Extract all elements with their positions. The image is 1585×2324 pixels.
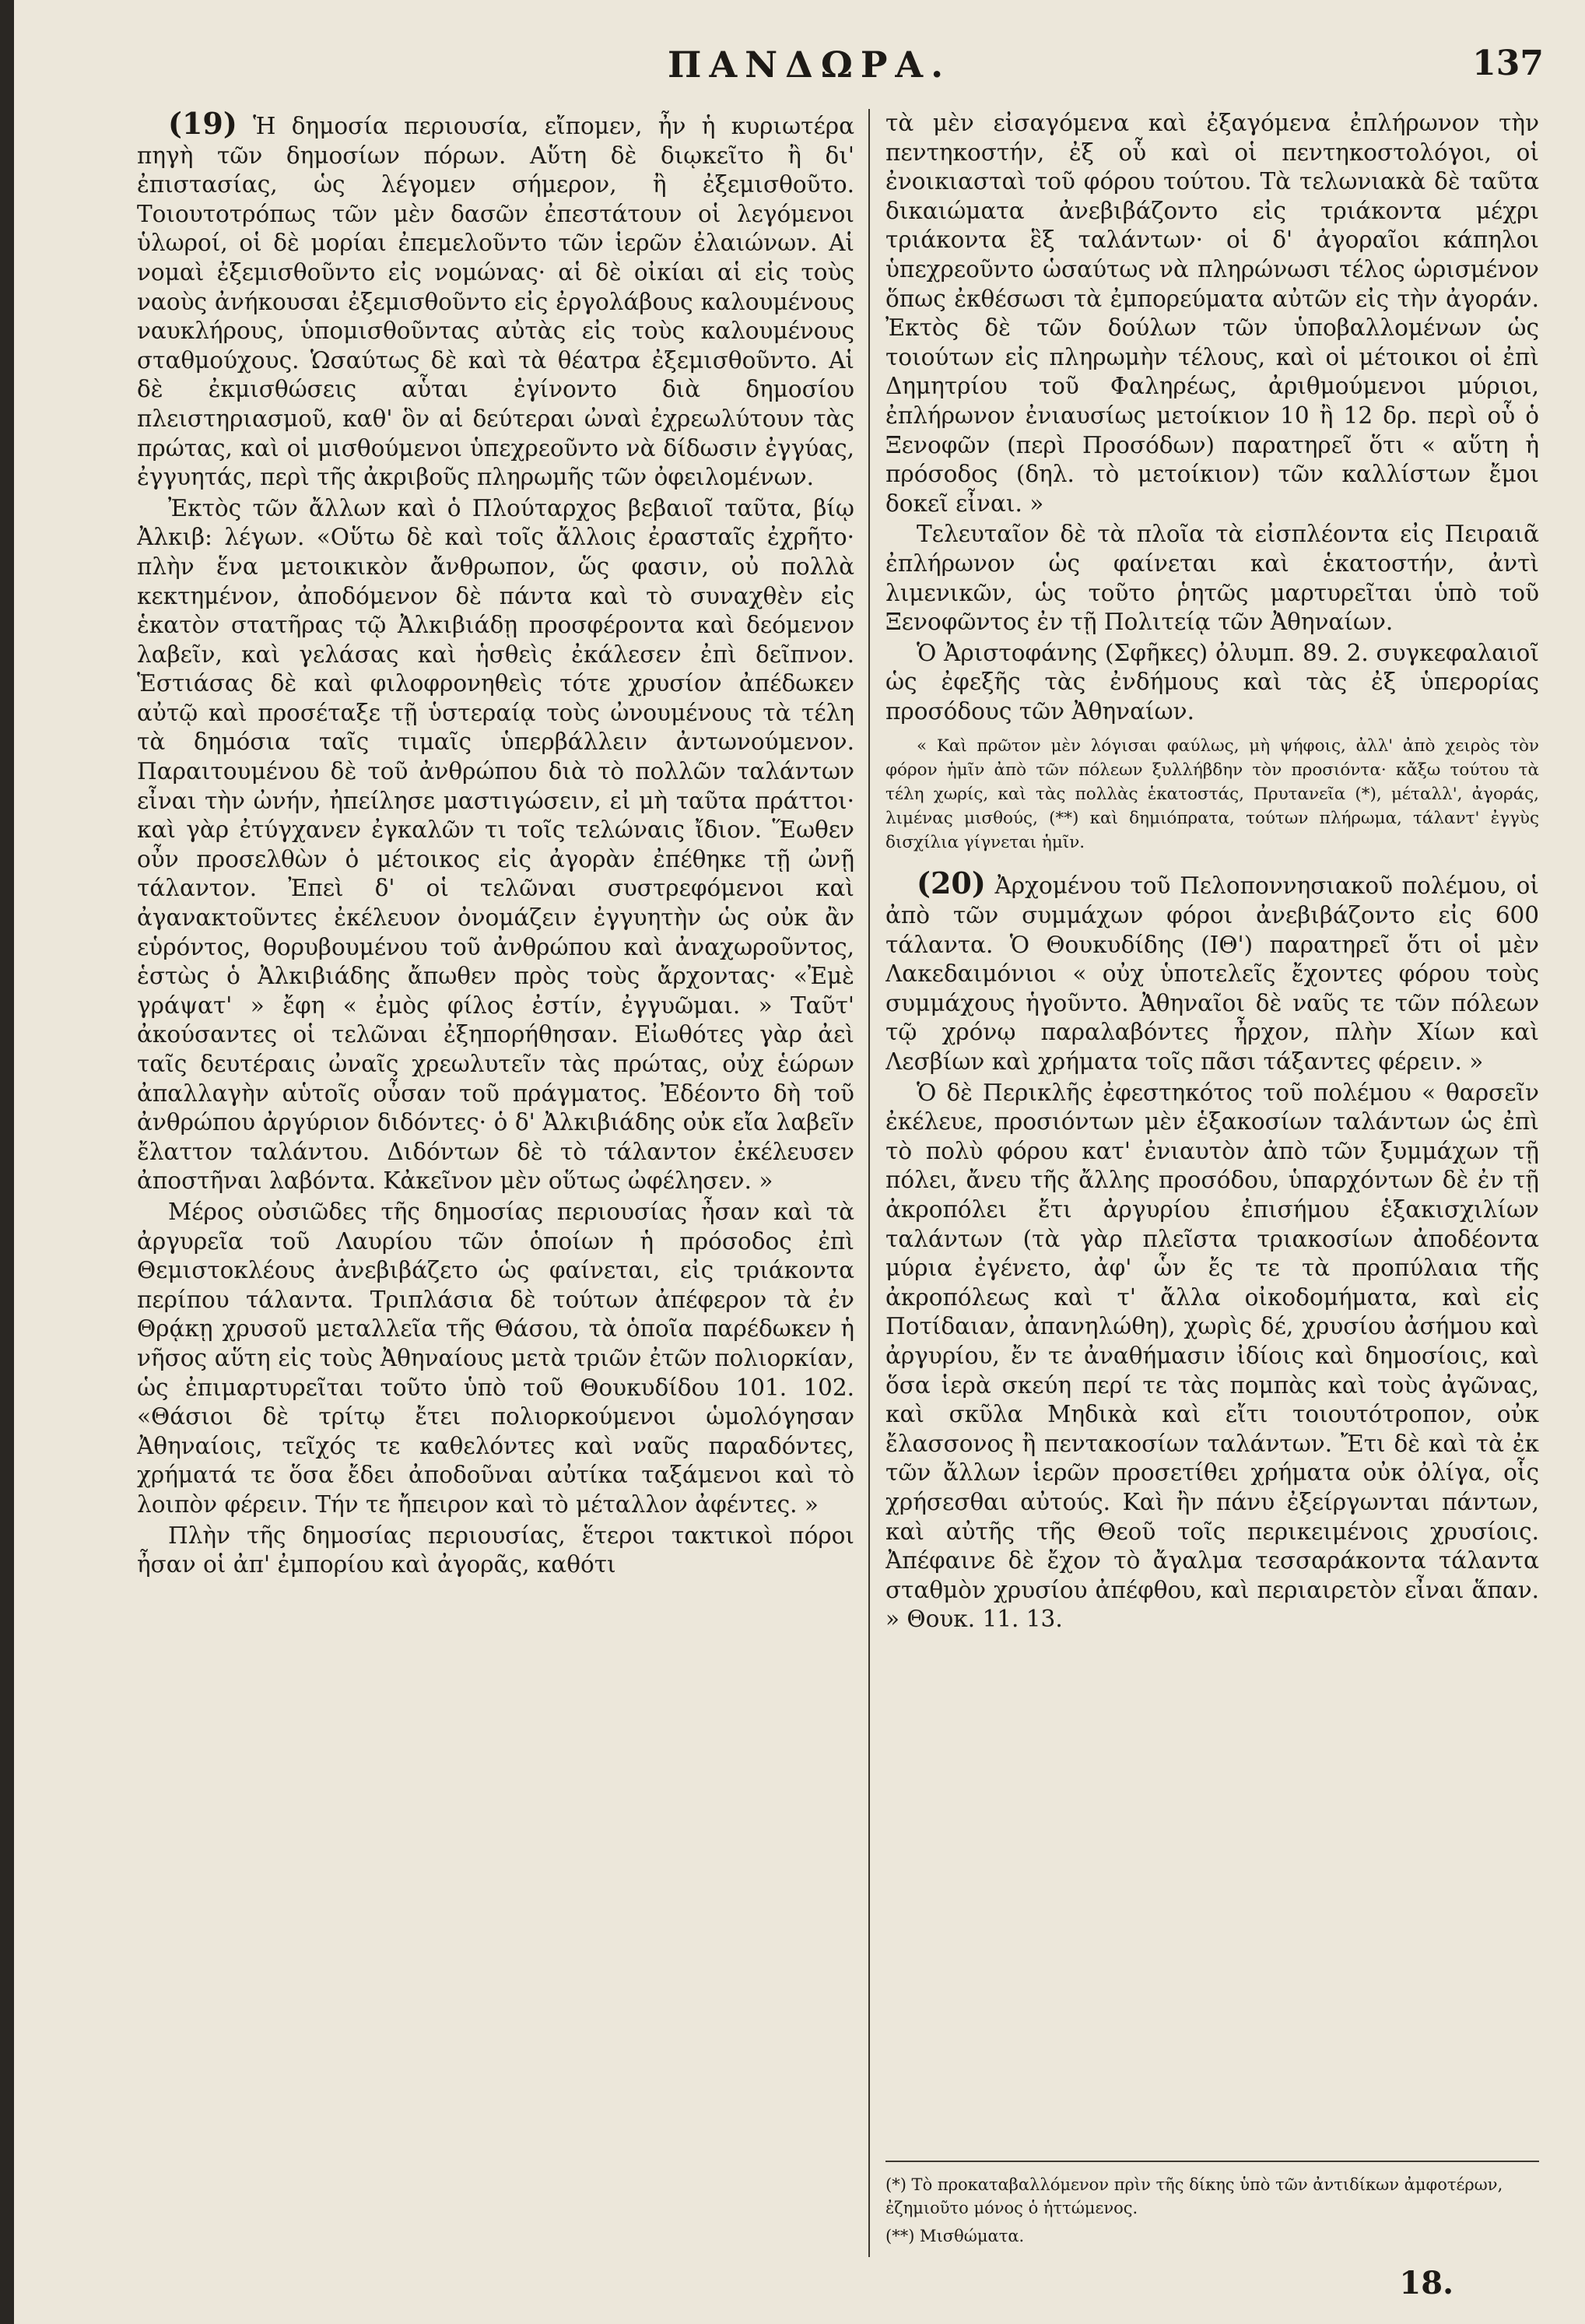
left-text-column	[137, 109, 854, 2234]
page-number: 137	[1472, 44, 1544, 83]
body-paragraph: Ὁ δὲ Περικλῆς ἐφεστηκότος τοῦ πολέμου « θαρσεῖν ἐκέλευε, προσιόντων μὲν ἑξακοσίων ταλάντων ὡς ἐπὶ τὸ πολὺ φόρου κατ' ἐνιαυτὸν ἀπὸ τῶν ξυμμάχων τῇ πόλει, ἄνευ τῆς ἄλλης προσόδου, ὑπαρχόντων δὲ ἐν τῇ ἀκροπόλει ἔτι ἀργυρίου ἐπισήμου ἑξακισχιλίων ταλάντων (τὰ γὰρ πλεῖστα τριακοσίων ἀποδέοντα μύρια ἐγένετο, ἀφ' ὧν ἔς τε τὰ προπύλαια τῆς ἀκροπόλεως καὶ τ' ἄλλα οἰκοδομήματα, καὶ εἰς Ποτίδαιαν, ἀπανηλώθη), χωρὶς δέ, χρυσίου ἀσήμου καὶ ἀργυρίου, ἔν τε ἀναθήμασιν ἰδίοις καὶ δημοσίοις, καὶ ὅσα ἱερὰ σκεύη περί τε τὰς πομπὰς καὶ τοὺς ἀγῶνας, καὶ σκῦλα Μηδικὰ καὶ εἴτι τοιουτότροπον, οὐκ ἔλασσονος ἢ πεντακοσίων ταλάντων. Ἔτι δὲ καὶ τὰ ἐκ τῶν ἄλλων ἱερῶν προσετίθει χρήματα οὐκ ὀλίγα, οἷς χρήσεσθαι αὐτούς. Καὶ ἢν πάνυ ἐξείργωνται πάντων, καὶ αὐτῆς τῆς Θεοῦ τοῖς περικειμένοις χρυσίοις. Ἀπέφαινε δὲ ἔχον τὸ ἄγαλμα τεσσαράκοντα τάλαντα σταθμὸν χρυσίου ἀπέφθου, καὶ περιαιρετὸν εἶναι ἅπαν. » Θουκ. 11. 13.	[885, 1079, 1539, 1633]
page-title: ΠΑΝΔΩΡΑ.	[668, 44, 952, 86]
footnote: (*) Τὸ προκαταβαλλόμενον πρὶν τῆς δίκης ὑπὸ τῶν ἀντιδίκων ἀμφοτέρων, ἐζημιοῦτο μόνος ὁ ἡττώμενος.	[885, 2175, 1503, 2217]
body-paragraph: Πλὴν τῆς δημοσίας περιουσίας, ἕτεροι τακτικοὶ πόροι ἦσαν οἱ ἀπ' ἐμπορίου καὶ ἀγορᾶς, καθότι	[137, 1522, 854, 1578]
note-text: Ἀρχομένου τοῦ Πελοποννησιακοῦ πολέμου, οἱ ἀπὸ τῶν συμμάχων φόροι ἀνεβιβάζοντο εἰς 600 τάλαντα. Ὁ Θουκυδίδης (ΙΘ') παρατηρεῖ ὅτι οἱ μὲν Λακεδαιμόνιοι « οὐχ ὑποτελεῖς ἔχοντες φόρου τοὺς συμμάχους ἡγοῦντο. Ἀθηναῖοι δὲ ναῦς τε τῶν πόλεων τῷ χρόνῳ παραλαβόντες ἦρχον, πλὴν Χίων καὶ Λεσβίων καὶ χρήματα τοῖς πᾶσι τάξαντες φέρειν. »	[885, 872, 1539, 1076]
note-number: (19)	[168, 109, 237, 141]
signature-mark: 18.	[1399, 2265, 1454, 2301]
right-text-column	[885, 109, 1539, 2117]
body-paragraph: Μέρος οὐσιῶδες τῆς δημοσίας περιουσίας ἦσαν καὶ τὰ ἀργυρεῖα τοῦ Λαυρίου τῶν ὁποίων ἡ πρόσοδος ἐπὶ Θεμιστοκλέους ἀνεβιβάζετο ὡς φαίνεται, εἰς τριάκοντα περίπου τάλαντα. Τριπλάσια δὲ τούτων ἀπέφερον τὰ ἐν Θρᾴκῃ χρυσοῦ μεταλλεῖα τῆς Θάσου, τὰ ὁποῖα παρέδωκεν ἡ νῆσος αὕτη εἰς τοὺς Ἀθηναίους μετὰ τριῶν ἐτῶν πολιορκίαν, ὡς ἐπιμαρτυρεῖται τοῦτο ὑπὸ τοῦ Θουκυδίδου 101. 102. «Θάσιοι δὲ τρίτῳ ἔτει πολιορκούμενοι ὡμολόγησαν Ἀθηναίοις, τεῖχός τε καθελόντες καὶ ναῦς παραδόντες, χρήματά τε ὅσα ἔδει ἀποδοῦναι αὐτίκα ταξάμενοι καὶ τὸ λοιπὸν φέρειν. Τήν τε ἤπειρον καὶ τὸ μέταλλον ἀφέντες. »	[137, 1198, 854, 1518]
note-text: Ἡ δημοσία περιουσία, εἴπομεν, ἦν ἡ κυριωτέρα πηγὴ τῶν δημοσίων πόρων. Αὕτη δὲ διῳκεῖτο ἢ δι' ἐπιστασίας, ὡς λέγομεν σήμερον, ἢ ἐξεμισθοῦτο. Τοιουτοτρόπως τῶν μὲν δασῶν ἐπεστάτουν οἱ λεγόμενοι ὑλωροί, οἱ δὲ μορίαι ἐπεμελοῦντο τῶν ἱερῶν ἐλαιώνων. Αἱ νομαὶ ἐξεμισθοῦντο εἰς νομώνας· αἱ δὲ οἰκίαι αἱ εἰς τοὺς ναοὺς ἀνήκουσαι ἐξεμισθοῦντο εἰς ἐργολάβους καλουμένους ναυκλήρους, ὑπομισθοῦντας αὐτὰς εἰς τοὺς καλουμένους σταθμούχους. Ὡσαύτως δὲ καὶ τὰ θέατρα ἐξεμισθοῦντο. Αἱ δὲ ἐκμισθώσεις αὗται ἐγίνοντο διὰ δημοσίου πλειστηριασμοῦ, καθ' ὃν αἱ δεύτεραι ὠναὶ ἐχρεωλύτουν τὰς πρώτας, καὶ οἱ μισθούμενοι ὑπεχρεοῦντο νὰ δίδωσιν ἐγγύας, ἐγγυητάς, περὶ τῆς ἀκριβοῦς πληρωμῆς τῶν ὀφειλομένων.	[137, 113, 854, 491]
body-paragraph: Τελευταῖον δὲ τὰ πλοῖα τὰ εἰσπλέοντα εἰς Πειραιᾶ ἐπλήρωνον ὡς φαίνεται καὶ ἑκατοστήν, ἀντὶ λιμενικῶν, ὡς τοῦτο ῥητῶς μαρτυρεῖται ὑπὸ τοῦ Ξενοφῶντος ἐν τῇ Πολιτείᾳ τῶν Ἀθηναίων.	[885, 521, 1539, 636]
note-paragraph	[885, 865, 1539, 1076]
footnotes	[885, 2161, 1539, 2252]
document-page	[37, 37, 1555, 2301]
page-header	[37, 37, 1555, 100]
continued-paragraph: τὰ μὲν εἰσαγόμενα καὶ ἐξαγόμενα ἐπλήρωνον τὴν πεντηκοστήν, ἐξ οὗ καὶ οἱ πεντηκοστολόγοι, οἱ ἐνοικιασταὶ τοῦ φόρου τούτου. Τὰ τελωνιακὰ δὲ ταῦτα δικαιώματα ἀνεβιβάζοντο εἰς τριάκοντα μέχρι τριάκοντα ἓξ ταλάντων· οἱ δ' ἀγοραῖοι κάπηλοι ὑπεχρεοῦντο ὡσαύτως νὰ πληρώνωσι τέλος ὡρισμένον ὅπως ἐκθέσωσι τὰ ἐμπορεύματα αὐτῶν εἰς τὴν ἀγοράν. Ἐκτὸς δὲ τῶν δούλων τῶν ὑποβαλλομένων ὡς τοιούτων εἰς πληρωμὴν τέλους, καὶ οἱ μέτοικοι οἱ ἐπὶ Δημητρίου τοῦ Φαληρέως, ἀριθμούμενοι μύριοι, ἐπλήρωνον ἐνιαυσίως μετοίκιον 10 ἢ 12 δρ. περὶ οὗ ὁ Ξενοφῶν (περὶ Προσόδων) παρατηρεῖ ὅτι « αὕτη ἡ πρόσοδος (δηλ. τὸ μετοίκιον) τῶν καλλίστων ἔμοι δοκεῖ εἶναι. »	[885, 110, 1539, 517]
footnote: (**) Μισθώματα.	[885, 2227, 1025, 2245]
note-paragraph	[137, 109, 854, 493]
note-number: (20)	[917, 865, 986, 901]
body-paragraph: Ὁ Ἀριστοφάνης (Σφῆκες) ὀλυμπ. 89. 2. συγκεφαλαιοῖ ὡς ἐφεξῆς τὰς ἐνδήμους καὶ τὰς ἐξ ὑπερορίας προσόδους τῶν Ἀθηναίων.	[885, 639, 1539, 725]
body-paragraph: Ἐκτὸς τῶν ἄλλων καὶ ὁ Πλούταρχος βεβαιοῖ ταῦτα, βίῳ Ἀλκιβ: λέγων. «Οὕτω δὲ καὶ τοῖς ἄλλοις ἐρασταῖς ἐχρῆτο· πλὴν ἕνα μετοικικὸν ἄνθρωπον, ὥς φασιν, οὐ πολλὰ κεκτημένον, ἀποδόμενον δὲ πάντα καὶ τὸ συναχθὲν εἰς ἑκατὸν στατῆρας τῷ Ἀλκιβιάδῃ προσφέροντα καὶ δεόμενον λαβεῖν, καὶ γελάσας καὶ ἡσθεὶς ἐκάλεσεν ἐπὶ δεῖπνον. Ἑστιάσας δὲ καὶ φιλοφρονηθεὶς τότε χρυσίον ἀπέδωκεν αὐτῷ καὶ προσέταξε τῇ ὑστεραίᾳ τοὺς ὠνουμένους τὰ τέλη τὰ δημόσια ταῖς τιμαῖς ὑπερβάλλειν ἀντωνούμενον. Παραιτουμένου δὲ τοῦ ἀνθρώπου διὰ τὸ πολλῶν ταλάντων εἶναι τὴν ὠνήν, ἠπείλησε μαστιγώσειν, εἰ μὴ ταῦτα πράττοι· καὶ γὰρ ἐτύγχανεν ἐγκαλῶν τι τοῖς τελώναις ἴδιον. Ἕωθεν οὖν προσελθὼν ὁ μέτοικος εἰς ἀγορὰν ἐπέθηκε τῇ ὠνῇ τάλαντον. Ἐπεὶ δ' οἱ τελῶναι συστρεφόμενοι καὶ ἀγανακτοῦντες ἐκέλευον ὀνομάζειν ἐγγυητὴν ὡς οὐκ ἂν εὑρόντος, θορυβουμένου τοῦ ἀνθρώπου καὶ ἀναχωροῦντος, ἑστὼς ὁ Ἀλκιβιάδης ἄπωθεν πρὸς τοὺς ἄρχοντας· «Ἐμὲ γράψατ' » ἔφη « ἐμὸς φίλος ἐστίν, ἐγγυῶμαι. » Ταῦτ' ἀκούσαντες οἱ τελῶναι ἐξηπορήθησαν. Εἰωθότες γὰρ ἀεὶ ταῖς δευτέραις ὠναῖς χρεωλυτεῖν τὰς πρώτας, οὐχ ἑώρων ἀπαλλαγὴν αὑτοῖς οὖσαν τοῦ πράγματος. Ἐδέοντο δὴ τοῦ ἀνθρώπου ἀργύριον διδόντες· ὁ δ' Ἀλκιβιάδης οὐκ εἴα λαβεῖν ἔλαττον ταλάντου. Διδόντων δὲ τὸ τάλαντον ἐκέλευσεν ἀποστῆναι λαβόντα. Κἀκεῖνον μὲν οὕτως ὠφέλησεν. »	[137, 494, 854, 1195]
book-spine-edge	[0, 0, 14, 2324]
column-divider	[868, 109, 870, 2257]
verse-quotation: « Καὶ πρῶτον μὲν λόγισαι φαύλως, μὴ ψήφοις, ἀλλ' ἀπὸ χειρὸς τὸν φόρον ἡμῖν ἀπὸ τῶν πόλεων ξυλλήβδην τὸν προσιόντα· κἄξω τούτου τὰ τέλη χωρίς, καὶ τὰς πολλὰς ἑκατοστάς, Πρυτανεῖα (*), μέταλλ', ἀγοράς, λιμένας μισθούς, (**) καὶ δημιόπρατα, τούτων πλήρωμα, τάλαντ' ἐγγὺς δισχίλια γίγνεται ἡμῖν.	[885, 736, 1539, 853]
